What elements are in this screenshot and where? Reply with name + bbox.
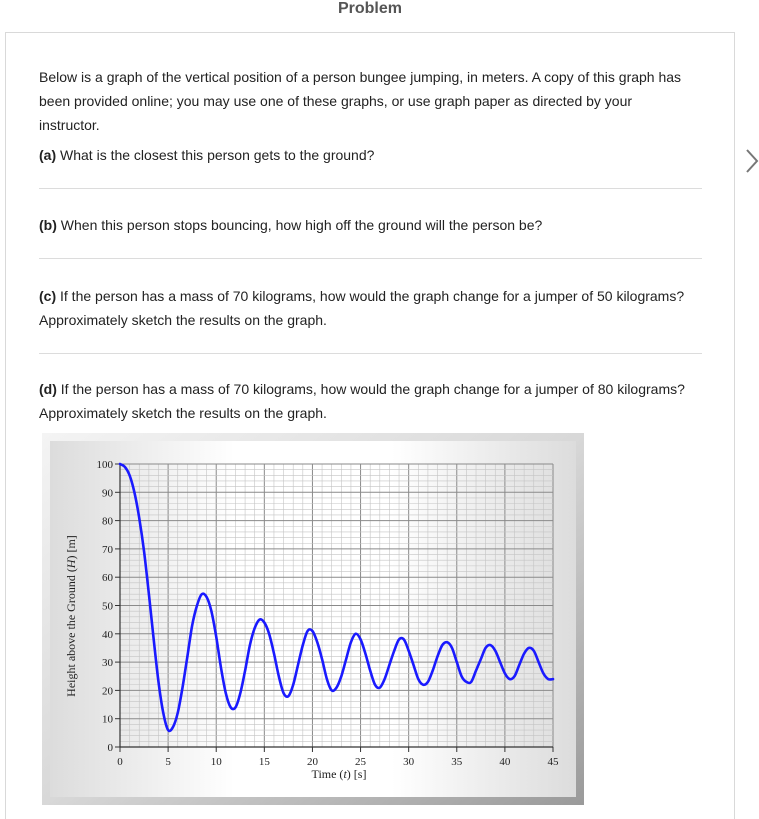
question-c-label: (c): [39, 288, 57, 304]
question-c-text: If the person has a mass of 70 kilograms, how would the graph change for a jumper of 50 kilograms? Approximately sketch the results on the graph.: [39, 288, 685, 328]
x-tick-label: 20: [306, 756, 318, 768]
y-tick-label: 100: [96, 459, 113, 471]
y-tick-label: 70: [102, 543, 113, 556]
graph-panel: [50, 441, 576, 797]
y-axis-label: [64, 535, 78, 697]
question-b-text: When this person stops bouncing, how high off the ground will the person be?: [60, 217, 543, 233]
answer-divider-b: [39, 258, 702, 259]
question-d: [39, 377, 689, 425]
question-d-text: If the person has a mass of 70 kilograms, how would the graph change for a jumper of 80 kilograms? Approximately sketch the results on the graph.: [39, 381, 685, 421]
x-axis-label-suffix: ) [s]: [346, 767, 367, 781]
question-a: [39, 143, 689, 167]
y-tick-label: 80: [102, 515, 113, 528]
question-a-text: What is the closest this person gets to the ground?: [60, 147, 375, 163]
y-tick-label: 30: [102, 657, 113, 670]
y-tick-label: 90: [102, 487, 113, 500]
y-axis-label-suffix: ) [m]: [64, 535, 78, 560]
x-axis-label-var: t: [343, 767, 347, 781]
question-d-label: (d): [39, 381, 57, 397]
question-b: [39, 213, 689, 237]
page-title: Problem: [337, 0, 402, 17]
y-tick-label: 20: [102, 685, 113, 698]
x-tick-label: 5: [165, 756, 171, 768]
y-tick-label: 40: [102, 628, 113, 641]
y-axis-label-var: H: [64, 559, 78, 569]
question-c: [39, 284, 689, 332]
x-tick-label: 25: [355, 756, 367, 768]
x-tick-label: 0: [117, 756, 123, 768]
bungee-graph-figure: [42, 433, 584, 805]
y-tick-label: 50: [102, 600, 113, 613]
x-axis-label-prefix: Time (: [311, 767, 344, 781]
x-tick-label: 30: [403, 756, 415, 768]
question-b-label: (b): [39, 217, 57, 233]
x-tick-label: 40: [499, 756, 511, 768]
x-tick-label: 45: [547, 756, 559, 768]
answer-divider-c: [39, 353, 702, 354]
problem-intro: Below is a graph of the vertical position of a person bungee jumping, in meters. A copy of this graph has been provided online; you may use one of these graphs, or use graph paper as directed by your instructor.: [39, 69, 682, 133]
y-tick-label: 0: [107, 742, 113, 754]
x-tick-label: 35: [451, 756, 463, 768]
chevron-right-icon[interactable]: [744, 148, 759, 174]
y-tick-label: 60: [102, 572, 113, 585]
x-axis-label: [312, 767, 367, 781]
y-tick-label: 10: [102, 713, 113, 726]
x-tick-label: 15: [258, 756, 270, 768]
question-a-label: (a): [39, 147, 57, 163]
y-axis-label-prefix: Height above the Ground (: [64, 568, 78, 697]
x-tick-label: 10: [210, 756, 222, 768]
bungee-height-chart: [42, 433, 584, 805]
answer-divider-a: [39, 188, 702, 189]
